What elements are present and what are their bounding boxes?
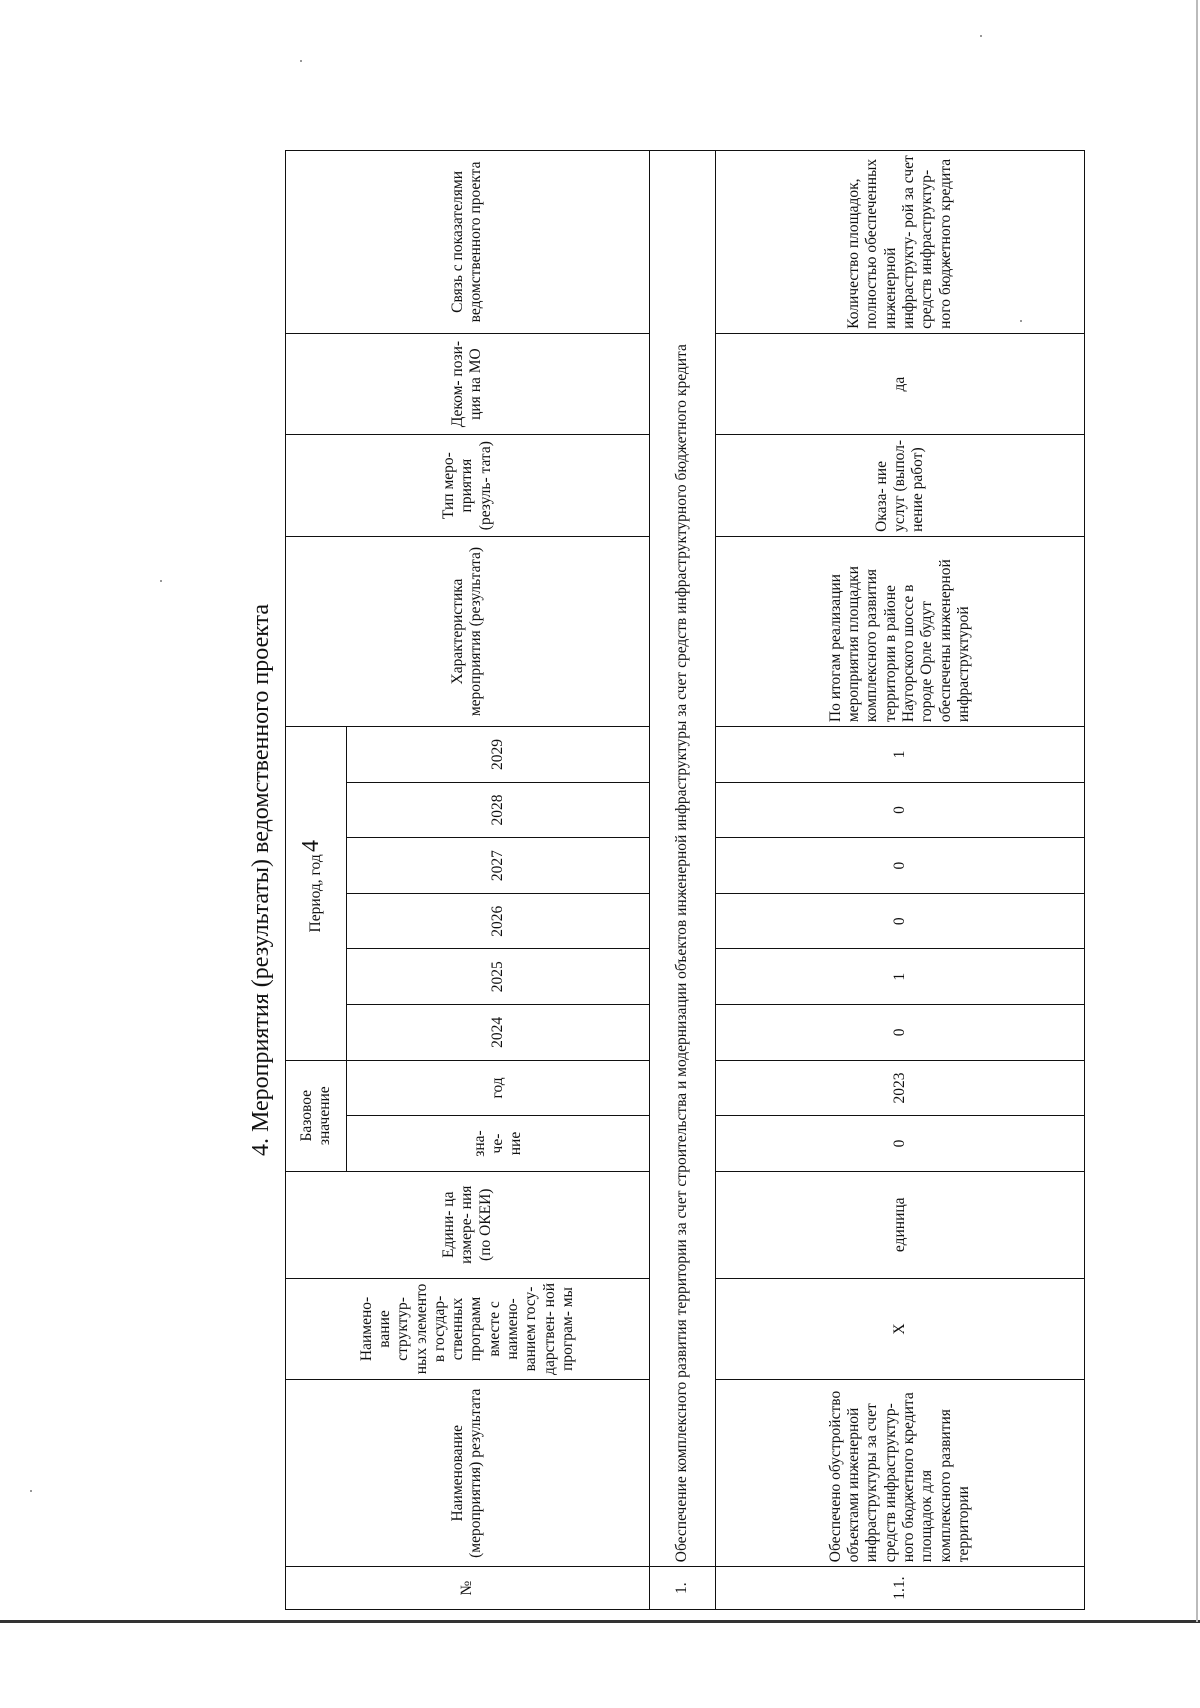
page-right-edge [1196,0,1198,1622]
row-link: Количество площадок, полностью обеспеченных инженерной инфраструкту- рой за счет средств инфраструктур- ного бюджетного кредита [716,151,1085,334]
header-year: 2028 [347,782,650,838]
rotated-document [235,150,1085,1610]
page-bottom-edge [0,1620,1200,1623]
header-year: 2027 [347,838,650,894]
section-num: 1. [649,1567,715,1610]
scan-speck [980,35,982,37]
row-year-value: 0 [716,893,1085,949]
header-num: № [286,1567,650,1610]
section-title: Обеспечение комплексного развития территории за счет строительства и модернизации объектов инженерной инфраструктуры за счет средств инфраструктурного бюджетного кредита [649,151,715,1567]
row-year-value: 1 [716,727,1085,783]
row-year-value: 0 [716,838,1085,894]
header-base: Базовое значение [286,1060,347,1171]
data-row [716,151,1085,1610]
row-name: Обеспечено обустройство объектами инженерной инфраструктуры за счет средств инфраструктур- ного бюджетного кредита площадок для комплексного развития территории [716,1380,1085,1567]
header-base-year: год [347,1060,650,1116]
header-year: 2026 [347,893,650,949]
header-characteristic: Характеристика мероприятия (результата) [286,536,650,726]
row-base-value: 0 [716,1116,1085,1172]
document-title: 4. Мероприятия (результаты) ведомственного проекта [248,604,274,1157]
header-link: Связь с показателями ведомственного проекта [286,151,650,334]
row-unit: единица [716,1171,1085,1278]
row-year-value: 0 [716,1005,1085,1061]
row-structural-element: Х [716,1278,1085,1380]
row-type: Оказа- ние услуг (выпол- нение работ) [716,435,1085,537]
row-num: 1.1. [716,1567,1085,1610]
row-year-value: 1 [716,949,1085,1005]
header-year: 2025 [347,949,650,1005]
header-row [286,151,347,1610]
section-row [649,151,715,1610]
header-period: Период, год [286,727,347,1061]
header-year: 2024 [347,1005,650,1061]
header-structural-elements: Наимено- вание структур- ных элементо в государ- ственных программ вместе с наимено- ванием госу- дарствен- ной програм- мы [286,1278,650,1380]
events-table [285,150,1085,1610]
header-name: Наименование (мероприятия) результата [286,1380,650,1567]
header-year: 2029 [347,727,650,783]
row-base-year: 2023 [716,1060,1085,1116]
header-unit: Едини- ца измере- ния (по ОКЕИ) [286,1171,650,1278]
row-decomposition: да [716,333,1085,435]
scan-speck [300,60,302,62]
row-year-value: 0 [716,782,1085,838]
header-decomposition: Деком- пози- ция на МО [286,333,650,435]
scan-speck [160,580,162,582]
page-number: 4 [298,840,324,852]
row-characteristic: По итогам реализации мероприятия площадки комплексного развития территории в районе Наугорского шоссе в городе Орле будут обеспечены инженерной инфраструктурой [716,536,1085,726]
header-type: Тип меро- приятия (резуль- тата) [286,435,650,537]
header-base-value: зна- че- ние [347,1116,650,1172]
scan-speck [30,1490,32,1492]
